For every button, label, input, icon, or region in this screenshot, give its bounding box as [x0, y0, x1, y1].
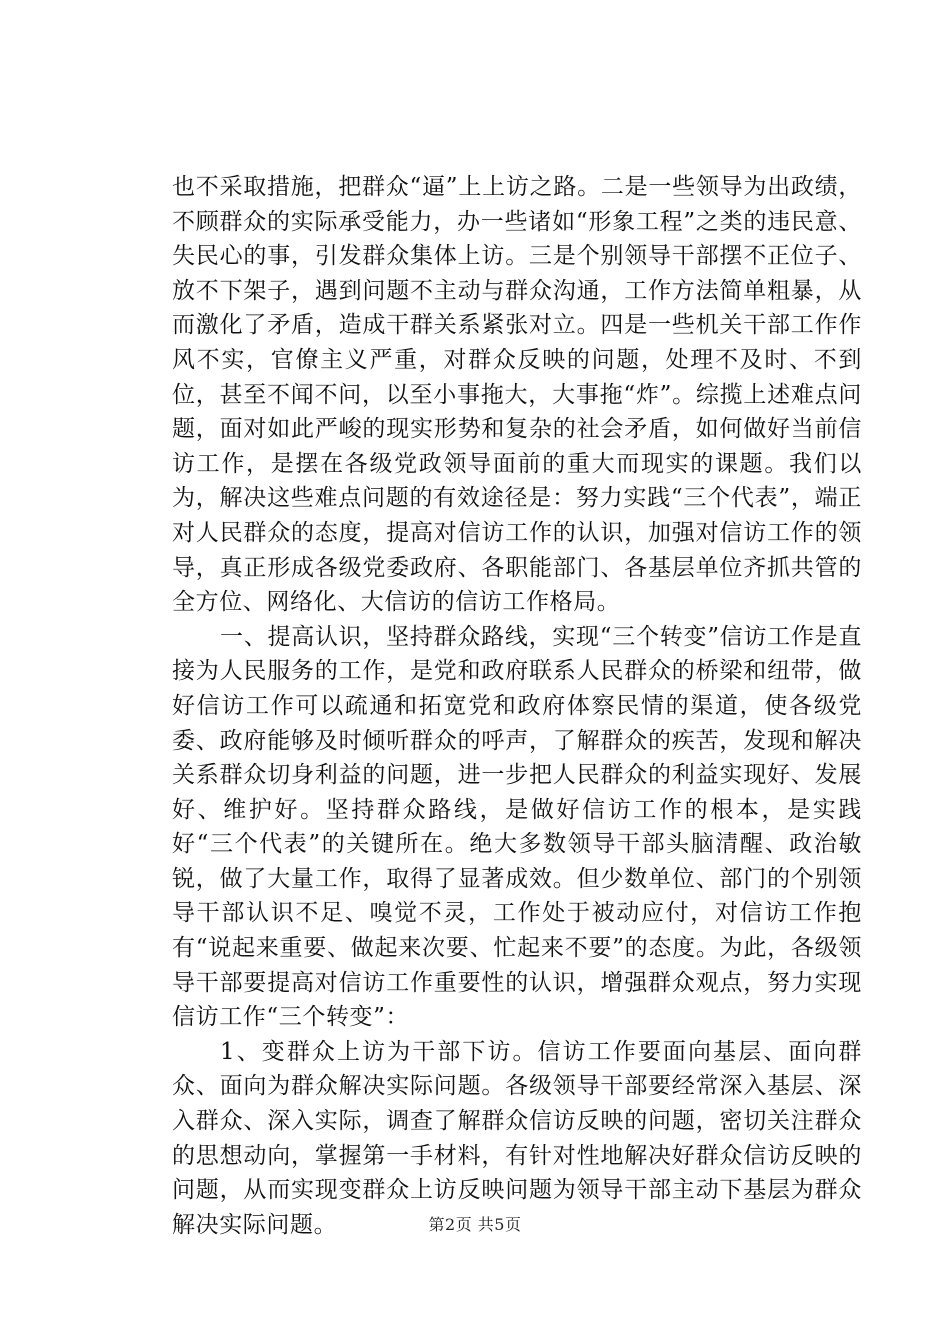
paragraph-3: 1、变群众上访为干部下访。信访工作要面向基层、面向群众、面向为群众解决实际问题。各级领导干部要经常深入基层、深入群众、深入实际，调查了解群众信访反映的问题，密切关注群众的思想动向，掌握第一手材料，有针对性地解决好群众信访反映的问题，从而实现变群众上访反映问题为领导干部主动下基层为群众解决实际问题。	[172, 1038, 862, 1238]
paragraph-1: 也不采取措施，把群众“逼”上上访之路。二是一些领导为出政绩，不顾群众的实际承受能力，办一些诸如“形象工程”之类的违民意、失民心的事，引发群众集体上访。三是个别领导干部摆不正位子、放不下架子，遇到问题不主动与群众沟通，工作方法简单粗暴，从而激化了矛盾，造成干群关系紧张对立。四是一些机关干部工作作风不实，官僚主义严重，对群众反映的问题，处理不及时、不到位，甚至不闻不问，以至小事拖大，大事拖“炸”。综揽上述难点问题，面对如此严峻的现实形势和复杂的社会矛盾，如何做好当前信访工作，是摆在各级党政领导面前的重大而现实的课题。我们以为，解决这些难点问题的有效途径是：努力实践“三个代表”，端正对人民群众的态度，提高对信访工作的认识，加强对信访工作的领导，真正形成各级党委政府、各职能部门、各基层单位齐抓共管的全方位、网络化、大信访的信访工作格局。	[172, 174, 862, 616]
page-number-footer: 第2页 共5页	[428, 1215, 522, 1234]
paragraph-2: 一、提高认识，坚持群众路线，实现“三个转变”信访工作是直接为人民服务的工作，是党和政府联系人民群众的桥梁和纽带，做好信访工作可以疏通和拓宽党和政府体察民情的渠道，使各级党委、政府能够及时倾听群众的呼声，了解群众的疾苦，发现和解决关系群众切身利益的问题，进一步把人民群众的利益实现好、发展好、维护好。坚持群众路线，是做好信访工作的根本，是实践好“三个代表”的关键所在。绝大多数领导干部头脑清醒、政治敏锐，做了大量工作，取得了显著成效。但少数单位、部门的个别领导干部认识不足、嗅觉不灵，工作处于被动应付，对信访工作抱有“说起来重要、做起来次要、忙起来不要”的态度。为此，各级领导干部要提高对信访工作重要性的认识，增强群众观点，努力实现信访工作“三个转变”：	[172, 623, 862, 1031]
body-text	[172, 170, 862, 1242]
